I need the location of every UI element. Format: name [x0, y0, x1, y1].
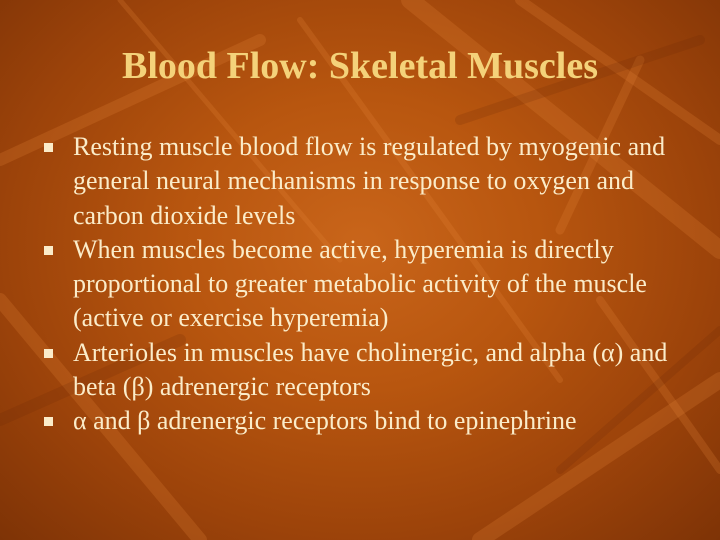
bullet-list [42, 130, 682, 439]
slide-title: Blood Flow: Skeletal Muscles [121, 45, 599, 87]
bullet-item [42, 130, 682, 233]
bullet-text: α and β adrenergic receptors bind to epinephrine [73, 406, 577, 436]
bullet-item [42, 233, 682, 336]
bullet-text: Resting muscle blood flow is regulated by myogenic and general neural mechanisms in response to oxygen and carbon dioxide levels [73, 132, 666, 230]
square-bullet-icon [44, 349, 53, 358]
square-bullet-icon [44, 143, 53, 152]
bullet-item [42, 336, 682, 405]
bullet-text: Arterioles in muscles have cholinergic, and alpha (α) and beta (β) adrenergic receptors [73, 337, 668, 402]
square-bullet-icon [44, 246, 53, 255]
square-bullet-icon [44, 417, 53, 426]
bullet-item [42, 404, 682, 438]
bullet-text: When muscles become active, hyperemia is directly proportional to greater metabolic activity of the muscle (active or exercise hyperemia) [73, 234, 647, 333]
